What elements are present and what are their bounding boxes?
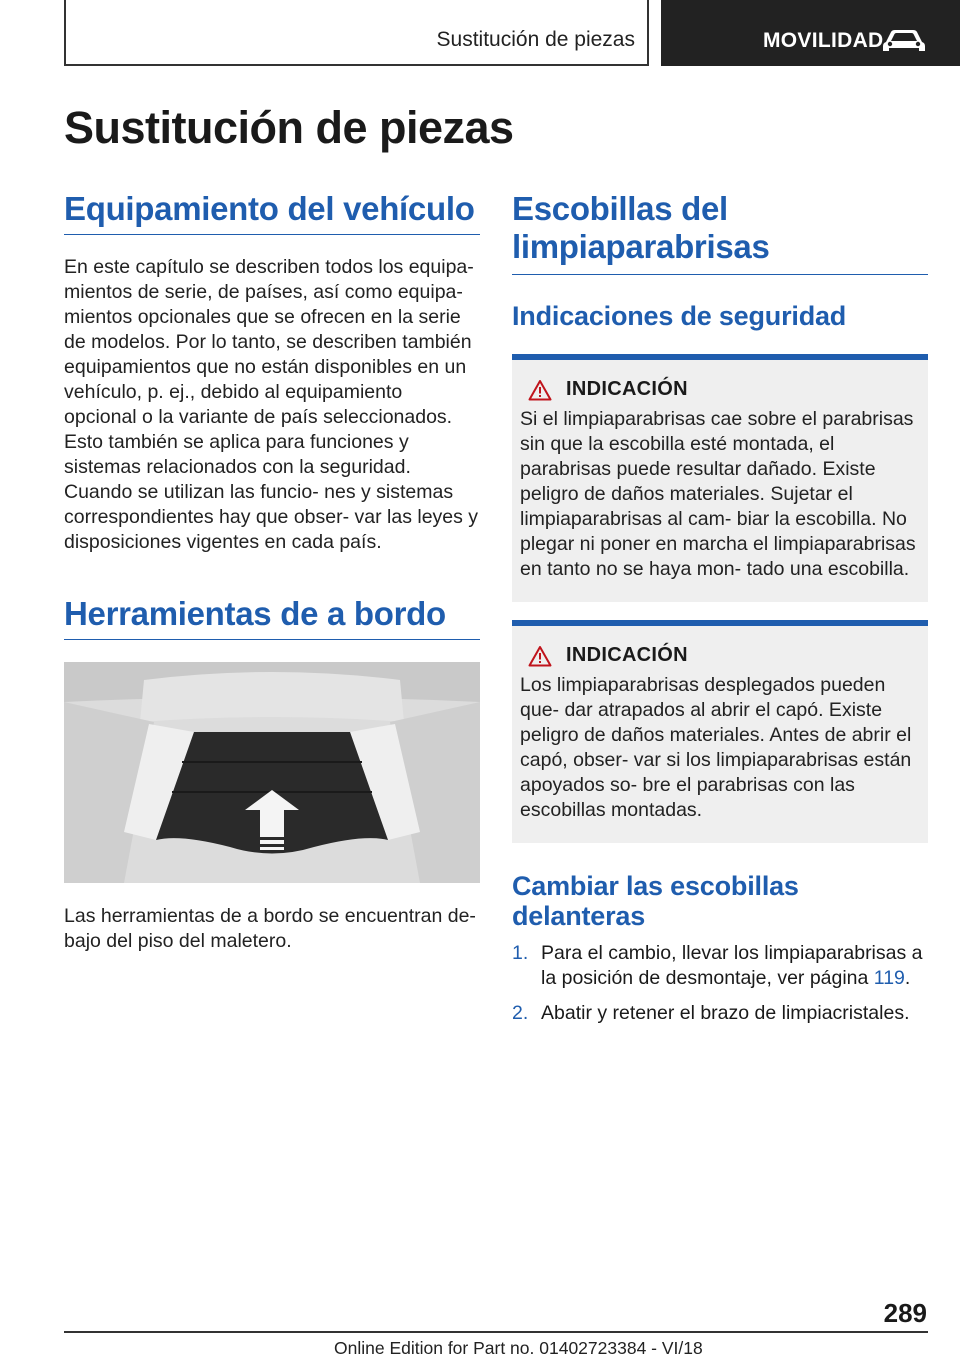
step-text-wrap <box>541 941 928 991</box>
notice-label: INDICACIÓN <box>566 378 688 400</box>
header-chapter-box <box>661 0 960 66</box>
page-number: 289 <box>883 1298 927 1328</box>
notice-box <box>512 620 928 843</box>
step-number: 2. <box>512 1002 529 1024</box>
tools-caption: Las herramientas de a bordo se encuentran de- bajo del piso del maletero. <box>64 905 476 952</box>
left-column <box>64 190 480 954</box>
footer-divider <box>64 1331 928 1333</box>
heading-wipers: Escobillas del limpiaparabrisas <box>512 190 928 275</box>
notice-text: Si el limpiaparabrisas cae sobre el parabrisas sin que la escobilla esté montada, el parabrisas puede resultar dañado. Existe peligro de daños materiales. Sujetar el limpiaparabrisas al cam- biar la escobilla. No plegar ni poner en marcha el limpiaparabrisas en tanto no se haya mon- tado una escobilla. <box>520 408 916 580</box>
heading-equipment: Equipamiento del vehículo <box>64 190 480 235</box>
step-text: Para el cambio, llevar los limpiaparabrisas a la posición de desmontaje, ver página <box>541 942 923 989</box>
heading-tools: Herramientas de a bordo <box>64 595 480 640</box>
heading-change-wipers: Cambiar las escobillas delanteras <box>512 871 799 931</box>
step-number: 1. <box>512 942 529 964</box>
car-icon <box>882 28 926 54</box>
trunk-floor-illustration <box>64 662 480 883</box>
notice-text: Los limpiaparabrisas desplegados pueden que- dar atrapados al abrir el capó. Existe peligro de daños materiales. Antes de abrir el capó, obser- var si los limpiaparabrisas están apoyados so- bre el parabrisas con las escobillas montadas. <box>520 674 912 821</box>
header-chapter-label: MOVILIDAD <box>763 29 884 52</box>
right-column <box>512 190 928 1036</box>
footer-edition: Online Edition for Part no. 01402723384 - VI/18 <box>334 1338 703 1358</box>
list-item <box>512 1001 928 1026</box>
heading-safety: Indicaciones de seguridad <box>512 301 847 331</box>
header-section-box <box>64 0 649 66</box>
list-item <box>512 941 928 991</box>
steps-list <box>512 941 928 1026</box>
notice-box <box>512 354 928 602</box>
warning-triangle-icon <box>528 379 552 401</box>
notice-label: INDICACIÓN <box>566 644 688 666</box>
warning-triangle-icon <box>528 645 552 667</box>
header-section-title: Sustitución de piezas <box>436 28 635 51</box>
page-link[interactable]: 119 <box>873 967 905 989</box>
step-text: Abatir y retener el brazo de limpiacristales. <box>541 1002 910 1024</box>
page-title: Sustitución de piezas <box>64 102 514 153</box>
step-tail: . <box>904 967 911 989</box>
equipment-paragraph: En este capítulo se describen todos los equipa- mientos de serie, de países, así como equipa- mientos opcionales que se ofrecen en la serie de modelos. Por lo tanto, se describen también equipamientos que no están disponibles en un vehículo, p. ej., debido al equipamiento opcional o la variante de país seleccionados. Esto también se aplica para funciones y sistemas relacionados con la seguridad. Cuando se utilizan las funcio- nes y sistemas correspondientes hay que obser- var las leyes y disposiciones vigentes en cada país. <box>64 256 479 553</box>
